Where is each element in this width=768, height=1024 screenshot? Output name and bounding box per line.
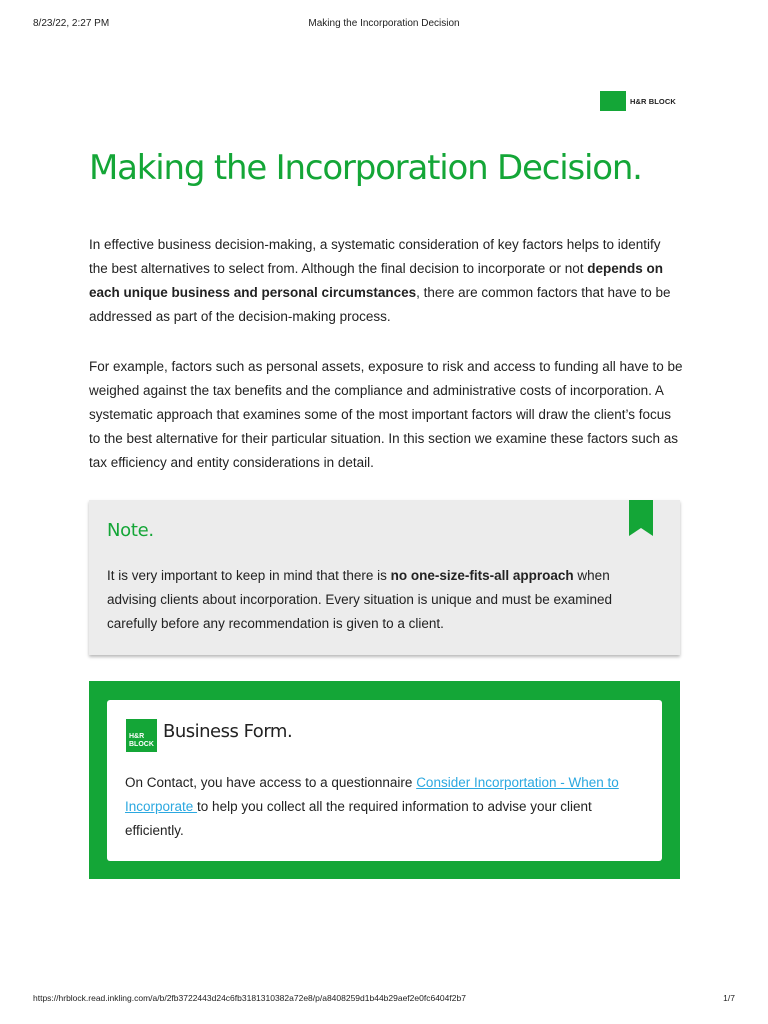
hr-block-logo (600, 91, 676, 111)
note-text-after: when advising clients about incorporation. Every situation is unique and must be examined carefully before any recommendation is given to a client. (107, 568, 613, 631)
print-header (33, 18, 735, 32)
business-form-text (125, 771, 640, 843)
bookmark-icon (629, 500, 653, 536)
print-footer (33, 993, 735, 1007)
print-doc-title: Making the Incorporation Decision (308, 18, 460, 29)
note-text-bold: no one-size-fits-all approach (390, 568, 574, 583)
business-form-text-before: On Contact, you have access to a questionnaire (125, 775, 417, 790)
business-form-panel (89, 681, 680, 879)
print-url: https://hrblock.read.inkling.com/a/b/2fb3722443d24c6fb3181310382a72e8/p/a8408259d1b44b29aef2e0fc6404f2b7 (33, 993, 466, 1003)
example-paragraph: For example, factors such as personal assets, exposure to risk and access to funding all have to be weighed against the tax benefits and the compliance and administrative costs of incorporation. A systematic approach that examines some of the most important factors will draw the client’s focus to the best alternative for their particular situation. In this section we examine these factors such as tax efficiency and entity considerations in detail. (89, 359, 683, 470)
intro-paragraph (89, 233, 683, 329)
business-form-card (107, 700, 662, 861)
small-logo-line1: H&R (129, 733, 145, 740)
note-text-before: It is very important to keep in mind that there is (107, 568, 391, 583)
intro-text-after: , there are common factors that have to be addressed as part of the decision-making process. (89, 285, 671, 324)
business-form-text-after: to help you collect all the required information to advise your client efficiently. (125, 799, 592, 838)
note-title: Note. (107, 520, 154, 541)
intro-text-bold: depends on each unique business and personal circumstances (89, 261, 664, 300)
logo-green-square (600, 91, 626, 111)
note-text (107, 564, 637, 636)
note-callout (89, 500, 680, 655)
business-form-title: Business Form. (163, 721, 293, 742)
print-page-number: 1/7 (723, 993, 735, 1003)
logo-text: H&R BLOCK (630, 96, 676, 106)
intro-text-before: In effective business decision-making, a systematic consideration of key factors helps to identify the best alternatives to select from. Although the final decision to incorporate or not (89, 237, 661, 276)
small-logo-line2: BLOCK (129, 741, 154, 748)
page-title: Making the Incorporation Decision. (89, 148, 642, 188)
print-datetime: 8/23/22, 2:27 PM (33, 18, 110, 29)
questionnaire-link[interactable]: Consider Incorportation - When to Incorporate (125, 775, 619, 814)
hr-block-small-logo (126, 719, 157, 752)
